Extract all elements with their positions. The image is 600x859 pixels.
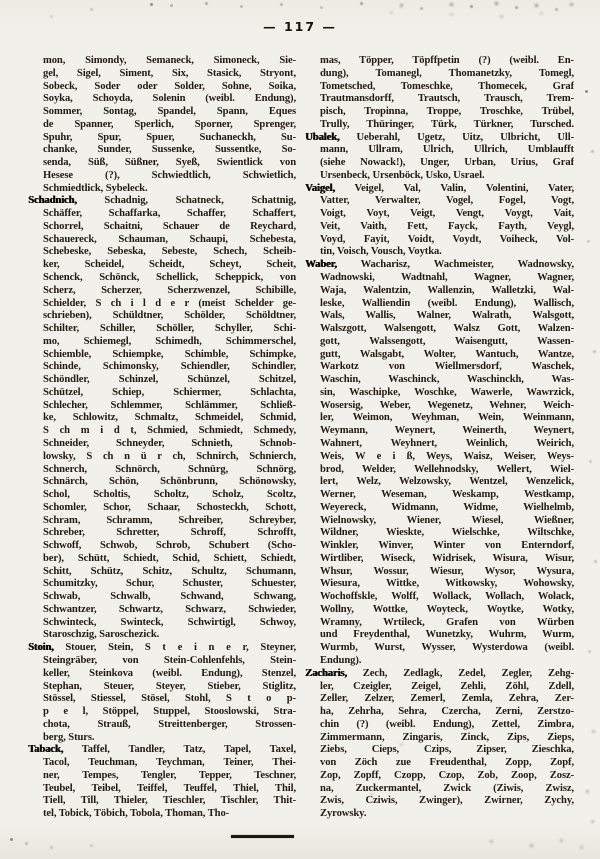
surname-line: Wildner, Wieskte, Wielschke, Wiltschke, — [320, 527, 574, 539]
surname-line: Wollny, Wottke, Woyteck, Woytke, Wotky, — [320, 603, 574, 615]
surname-line: Schram, Schramm, Schreiber, Schreyber, — [43, 514, 296, 526]
surname-line: Soyka, Schoyda, Solenin (weibl. Endung), — [43, 93, 296, 105]
surname-line: Schauereck, Schauman, Schaupi, Schebesta, — [43, 233, 296, 245]
surname-line: Weyereck, Widmann, Widme, Wielhelmb, — [320, 501, 574, 513]
surname-line: Wochoffskle, Wolff, Wollack, Wollach, Wolack, — [320, 591, 574, 603]
surname-line: Scherz, Scherzer, Scherzwenzel, Schibille, — [43, 284, 296, 296]
surname-line: Schneider, Schneyder, Schnieth, Schnob- — [43, 437, 296, 449]
surname-line: Vatter, Verwalter, Vogel, Fogel, Vogt, — [320, 195, 574, 207]
surname-line: leske, Walliendin (weibl. Endung), Wallisch, — [320, 297, 574, 309]
surname-line: ler, Czeigler, Zeigel, Zehli, Zöhl, Zdell, — [320, 680, 574, 692]
surname-line: keller, Steinkova (weibl. Endung), Stenzel, — [43, 667, 296, 679]
scan-noise-bottom — [10, 838, 13, 841]
surname-line: Zwis, Cziwis, Zwinger), Zwirner, Zychy, — [320, 795, 574, 807]
surname-line: senda, Süß, Süßner, Syeß, Swientlick von — [43, 157, 296, 169]
surname-line: Schwoff, Schwob, Schrob, Schubert (Scho- — [43, 540, 296, 552]
surname-line: Wramny, Wrtileck, Grafen von Würben — [320, 616, 574, 628]
surname-line: Werner, Weseman, Weskamp, Westkamp, — [320, 489, 574, 501]
surname-line: tin, Voisch, Vousch, Voytka. — [320, 246, 442, 258]
surname-line: Wirtliber, Wiseck, Widrisek, Wisura, Wisur, — [320, 552, 574, 564]
surname-line: Schebeske, Sebeska, Sebeste, Schech, Scheib- — [43, 246, 296, 258]
surname-line: pisch, Tropinna, Troppe, Troschke, Trübel, — [320, 106, 574, 118]
surname-line: Schreber, Schretter, Schroff, Schrofft, — [43, 527, 296, 539]
surname-line: ha, Zehrha, Sehra, Czercha, Zerni, Zerstzo- — [320, 706, 574, 718]
surname-line: Zyrowsky. — [320, 808, 367, 820]
surname-line: Tiell, Till, Thieler, Tieschler, Tischler, Thit- — [43, 795, 296, 807]
surname-group-lead: Taback, — [28, 744, 64, 756]
surname-line: gott, Walssengott, Waisengutt, Wassen- — [320, 335, 574, 347]
surname-line: Voigt, Voyt, Veigt, Vengt, Voygt, Vait, — [320, 208, 574, 220]
surname-line: und Freydenthal, Wunetzky, Wuhrm, Wurm, — [320, 629, 574, 641]
surname-line: lert, Welz, Welzowsky, Wentzel, Wenzelick, — [320, 476, 574, 488]
surname-line: Steingräber, von Stein-Cohlenfehls, Stein- — [43, 654, 296, 666]
surname-line: chanke, Sunder, Sussenke, Sussentke, So- — [43, 144, 296, 156]
surname-group-lead: Vaigel, — [305, 182, 335, 194]
surname-line: chota, Strauß, Streittenberger, Strossen- — [43, 718, 296, 730]
surname-paragraph-start-line: Waber, Wacharisz, Wachmeister, Wadnowsky, — [305, 259, 574, 271]
surname-line: Sobeck, Soder oder Solder, Sohne, Soika, — [43, 80, 296, 92]
surname-line: Spuhr, Spur, Spuer, Suchaneckh, Su- — [43, 131, 296, 143]
surname-paragraph-start-line: Ubalek, Ueberahl, Ugetz, Uitz, Ulbricht, Ull- — [305, 131, 574, 143]
surname-line: Schnerch, Schnörch, Schnürg, Schnörg, — [43, 463, 296, 475]
surname-line: Sommer, Sontag, Spandel, Spann, Eques — [43, 106, 296, 118]
surname-line: Veit, Vaith, Fett, Fayck, Fayth, Veygl, — [320, 220, 574, 232]
surname-line: ner, Tempes, Tengler, Tepper, Teschner, — [43, 769, 296, 781]
surname-line: Schöndler, Schinzel, Schünzel, Schitzel, — [43, 374, 296, 386]
surname-line: Schumitzky, Schur, Schuster, Schuester, — [43, 578, 296, 590]
surname-line: Wiesura, Wittke, Witkowsky, Wohowsky, — [320, 578, 574, 590]
surname-line: Zeller, Zelzer, Zemerl, Zemla, Zehra, Zer- — [320, 693, 574, 705]
surname-line: Schlecher, Schlemmer, Schlämmer, Schließ- — [43, 399, 296, 411]
surname-line: Waja, Walentzin, Wallenzin, Walletzki, Wal- — [320, 284, 574, 296]
surname-line: S ch m i d t, Schmied, Schmiedt, Schmedy, — [43, 425, 296, 437]
surname-line: Schenck, Schönck, Schellick, Scheppick, von — [43, 272, 296, 284]
surname-line: Warkotz von Wiellmersdorf, Waschek, — [320, 361, 574, 373]
surname-line: mann, Ullram, Ulrich, Ullrich, Umblaufft — [320, 144, 574, 156]
surname-paragraph-start-line: Taback, Taffel, Tandler, Tatz, Tapel, Taxel, — [28, 744, 296, 756]
surname-line: na, Zuckermantel, Zwick (Ziwis, Zwisz, — [320, 782, 574, 794]
surname-line: Schmiedtlick, Sybeleck. — [43, 182, 148, 194]
surname-line: Tometsched, Tomeschke, Thomecek, Graf — [320, 80, 574, 92]
surname-line: Schäffer, Schaffarka, Schaffer, Schaffert, — [43, 208, 296, 220]
surname-line: Zop, Zopff, Czopp, Czop, Zob, Zoop, Zosz- — [320, 769, 574, 781]
surname-line: Staroschzig, Saroschezick. — [43, 629, 160, 641]
surname-line: Wurmb, Wurst, Wysser, Wysterdowa (weibl. — [320, 642, 574, 654]
surname-paragraph-start-line: Vaigel, Veigel, Val, Valin, Volentini, Vater, — [305, 182, 574, 194]
surname-line: de Spanner, Sperlich, Sporner, Sprenger, — [43, 118, 296, 130]
surname-line: Wielnowsky, Wiener, Wiesel, Wießner, — [320, 514, 574, 526]
surname-line: Schützel, Schiep, Schiermer, Schlachta, — [43, 386, 296, 398]
surname-line: Schielder, S ch i l d e r (meist Schelder ge- — [43, 297, 296, 309]
scan-noise-right — [585, 90, 588, 93]
surname-line: Winkler, Winver, Winter von Enterndorf, — [320, 540, 574, 552]
surname-paragraph-start-line: Zacharis, Zech, Zedlagk, Zedel, Zegler, Zehg- — [305, 667, 574, 679]
surname-line: Schinde, Schimonsky, Schiendler, Schindler, — [43, 361, 296, 373]
right-column — [305, 55, 574, 821]
section-end-rule — [231, 835, 294, 838]
surname-line: Wadnowski, Wadtnahl, Wagner, Wagner, — [320, 272, 574, 284]
surname-line: chin (?) (weibl. Endung), Zettel, Zimbra, — [320, 718, 574, 730]
surname-line: mo, Schiemegl, Schimedh, Schimmerschel, — [43, 335, 296, 347]
surname-line: Stephan, Steuer, Steyer, Stieber, Stiglitz, — [43, 680, 296, 692]
surname-line: Schol, Scholtis, Scholtz, Scholz, Scoltz, — [43, 489, 296, 501]
left-column — [28, 55, 296, 821]
surname-line: Schorrel, Schaitni, Schauer de Reychard, — [43, 220, 296, 232]
surname-line: Walszgott, Walsengott, Walsz Gott, Walzen- — [320, 323, 574, 335]
surname-line: Schwantzer, Schwartz, Schwarz, Schwieder, — [43, 603, 296, 615]
surname-paragraph-start-line: Stoin, Stouer, Stein, S t e i n e r, Steyner, — [28, 642, 296, 654]
surname-line: Stössel, Stiessel, Stösel, Stohl, S t o p- — [43, 693, 296, 705]
surname-line: Ursenbeck, Ursenböck, Usko, Usrael. — [320, 169, 485, 181]
surname-line: Zimmermann, Zingaris, Zinck, Zips, Zieps, — [320, 731, 574, 743]
surname-line: Hesese (?), Schwiedtlich, Schwietlich, — [43, 169, 296, 181]
surname-line: p e l, Stöppel, Stuppel, Stooslowski, Stra- — [43, 706, 296, 718]
surname-line: Schilter, Schiller, Schöller, Schyller, Schi- — [43, 323, 296, 335]
surname-group-lead: Stoin, — [28, 642, 54, 654]
surname-group-lead: Waber, — [305, 259, 337, 271]
surname-line: Voyd, Fayit, Voidt, Voydt, Voiheck, Vol- — [320, 233, 574, 245]
surname-line: gel, Sigel, Siment, Six, Stasick, Stryont, — [43, 67, 296, 79]
surname-line: ber), Schütt, Schiedt, Schid, Schiett, Schiedt, — [43, 552, 296, 564]
surname-paragraph-start-line: Schadnich, Schadnig, Schatneck, Schattnig, — [28, 195, 296, 207]
surname-line: Wosersig, Weber, Wegenetz, Wehner, Weich- — [320, 399, 574, 411]
surname-line: Weis, W e i ß, Weys, Waisz, Weiser, Weys- — [320, 450, 574, 462]
surname-list-text-block — [28, 55, 574, 821]
surname-line: tel, Tobick, Töbich, Tobola, Thoman, Tho- — [43, 808, 230, 820]
surname-line: Whsur, Wossur, Wiesur, Wysor, Wysura, — [320, 565, 574, 577]
surname-line: Schnärch, Schön, Schönbrunn, Schönowsky, — [43, 476, 296, 488]
surname-line: berg, Sturs. — [43, 731, 95, 743]
surname-line: ke, Schlowitz, Schmaltz, Schmeidel, Schmid, — [43, 412, 296, 424]
surname-line: Endung). — [320, 654, 362, 666]
surname-line: Weymann, Weynert, Weinerth, Weynert, — [320, 425, 574, 437]
surname-line: sin, Waschipke, Woschke, Wawerle, Wawrzick, — [320, 386, 574, 398]
surname-line: Wals, Wallis, Walner, Walrath, Walsgott, — [320, 310, 574, 322]
surname-line: Trully, Thüringer, Türk, Türkner, Tursched. — [320, 118, 574, 130]
surname-line: schrieben), Schüldtner, Schölder, Schöldtner, — [43, 310, 296, 322]
surname-group-lead: Schadnich, — [28, 195, 77, 207]
surname-group-lead: Ubalek, — [305, 131, 340, 143]
surname-line: Ziebs, Cieps, Czips, Zipser, Zieschka, — [320, 744, 574, 756]
surname-line: ler, Weimon, Weyhman, Wein, Weinmann, — [320, 412, 574, 424]
surname-line: brod, Welder, Wellehnodsky, Wellert, Wiel- — [320, 463, 574, 475]
surname-line: von Zöch zue Freudenthal, Zopp, Zopf, — [320, 757, 574, 769]
surname-line: (siehe Nowack!), Unger, Urban, Urius, Graf — [320, 157, 574, 169]
surname-line: dung), Tomanegl, Thomanetzky, Tomegl, — [320, 67, 574, 79]
surname-line: Schwinteck, Swinteck, Schwirtigl, Schwoy, — [43, 616, 296, 628]
surname-group-lead: Zacharis, — [305, 667, 347, 679]
surname-line: ker, Scheidel, Scheidt, Scheyt, Scheit, — [43, 259, 296, 271]
surname-line: Schomler, Schor, Schaar, Schosteckh, Schott, — [43, 501, 296, 513]
surname-line: Schiemble, Schiempke, Schimble, Schimpke, — [43, 348, 296, 360]
scan-noise-top — [150, 3, 153, 6]
surname-line: Trautmansdorff, Trautsch, Trausch, Trem- — [320, 93, 574, 105]
surname-line: lowsky, S ch n ü r ch, Schnirch, Schnierch, — [43, 450, 296, 462]
surname-line: Waschin, Waschinck, Waschinckh, Was- — [320, 374, 574, 386]
surname-line: Wahnert, Weyhnert, Weinlich, Weirich, — [320, 437, 574, 449]
surname-line: Tacol, Teuchman, Teychman, Teiner, Thei- — [43, 757, 296, 769]
surname-line: Schitt, Schütz, Schitz, Schultz, Schumann, — [43, 565, 296, 577]
surname-line: mas, Töpper, Töpffpetin (?) (weibl. En- — [320, 55, 574, 66]
page-number: — 117 — — [263, 19, 337, 34]
surname-line: mon, Simondy, Semaneck, Simoneck, Sie- — [43, 55, 296, 66]
surname-line: Schwab, Schwalb, Schwand, Schwang, — [43, 591, 296, 603]
surname-line: Teubel, Teibel, Teiffel, Teuffel, Thiel, Thil, — [43, 782, 296, 794]
surname-line: gutt, Walsgabt, Wolter, Wantuch, Wantze, — [320, 348, 574, 360]
